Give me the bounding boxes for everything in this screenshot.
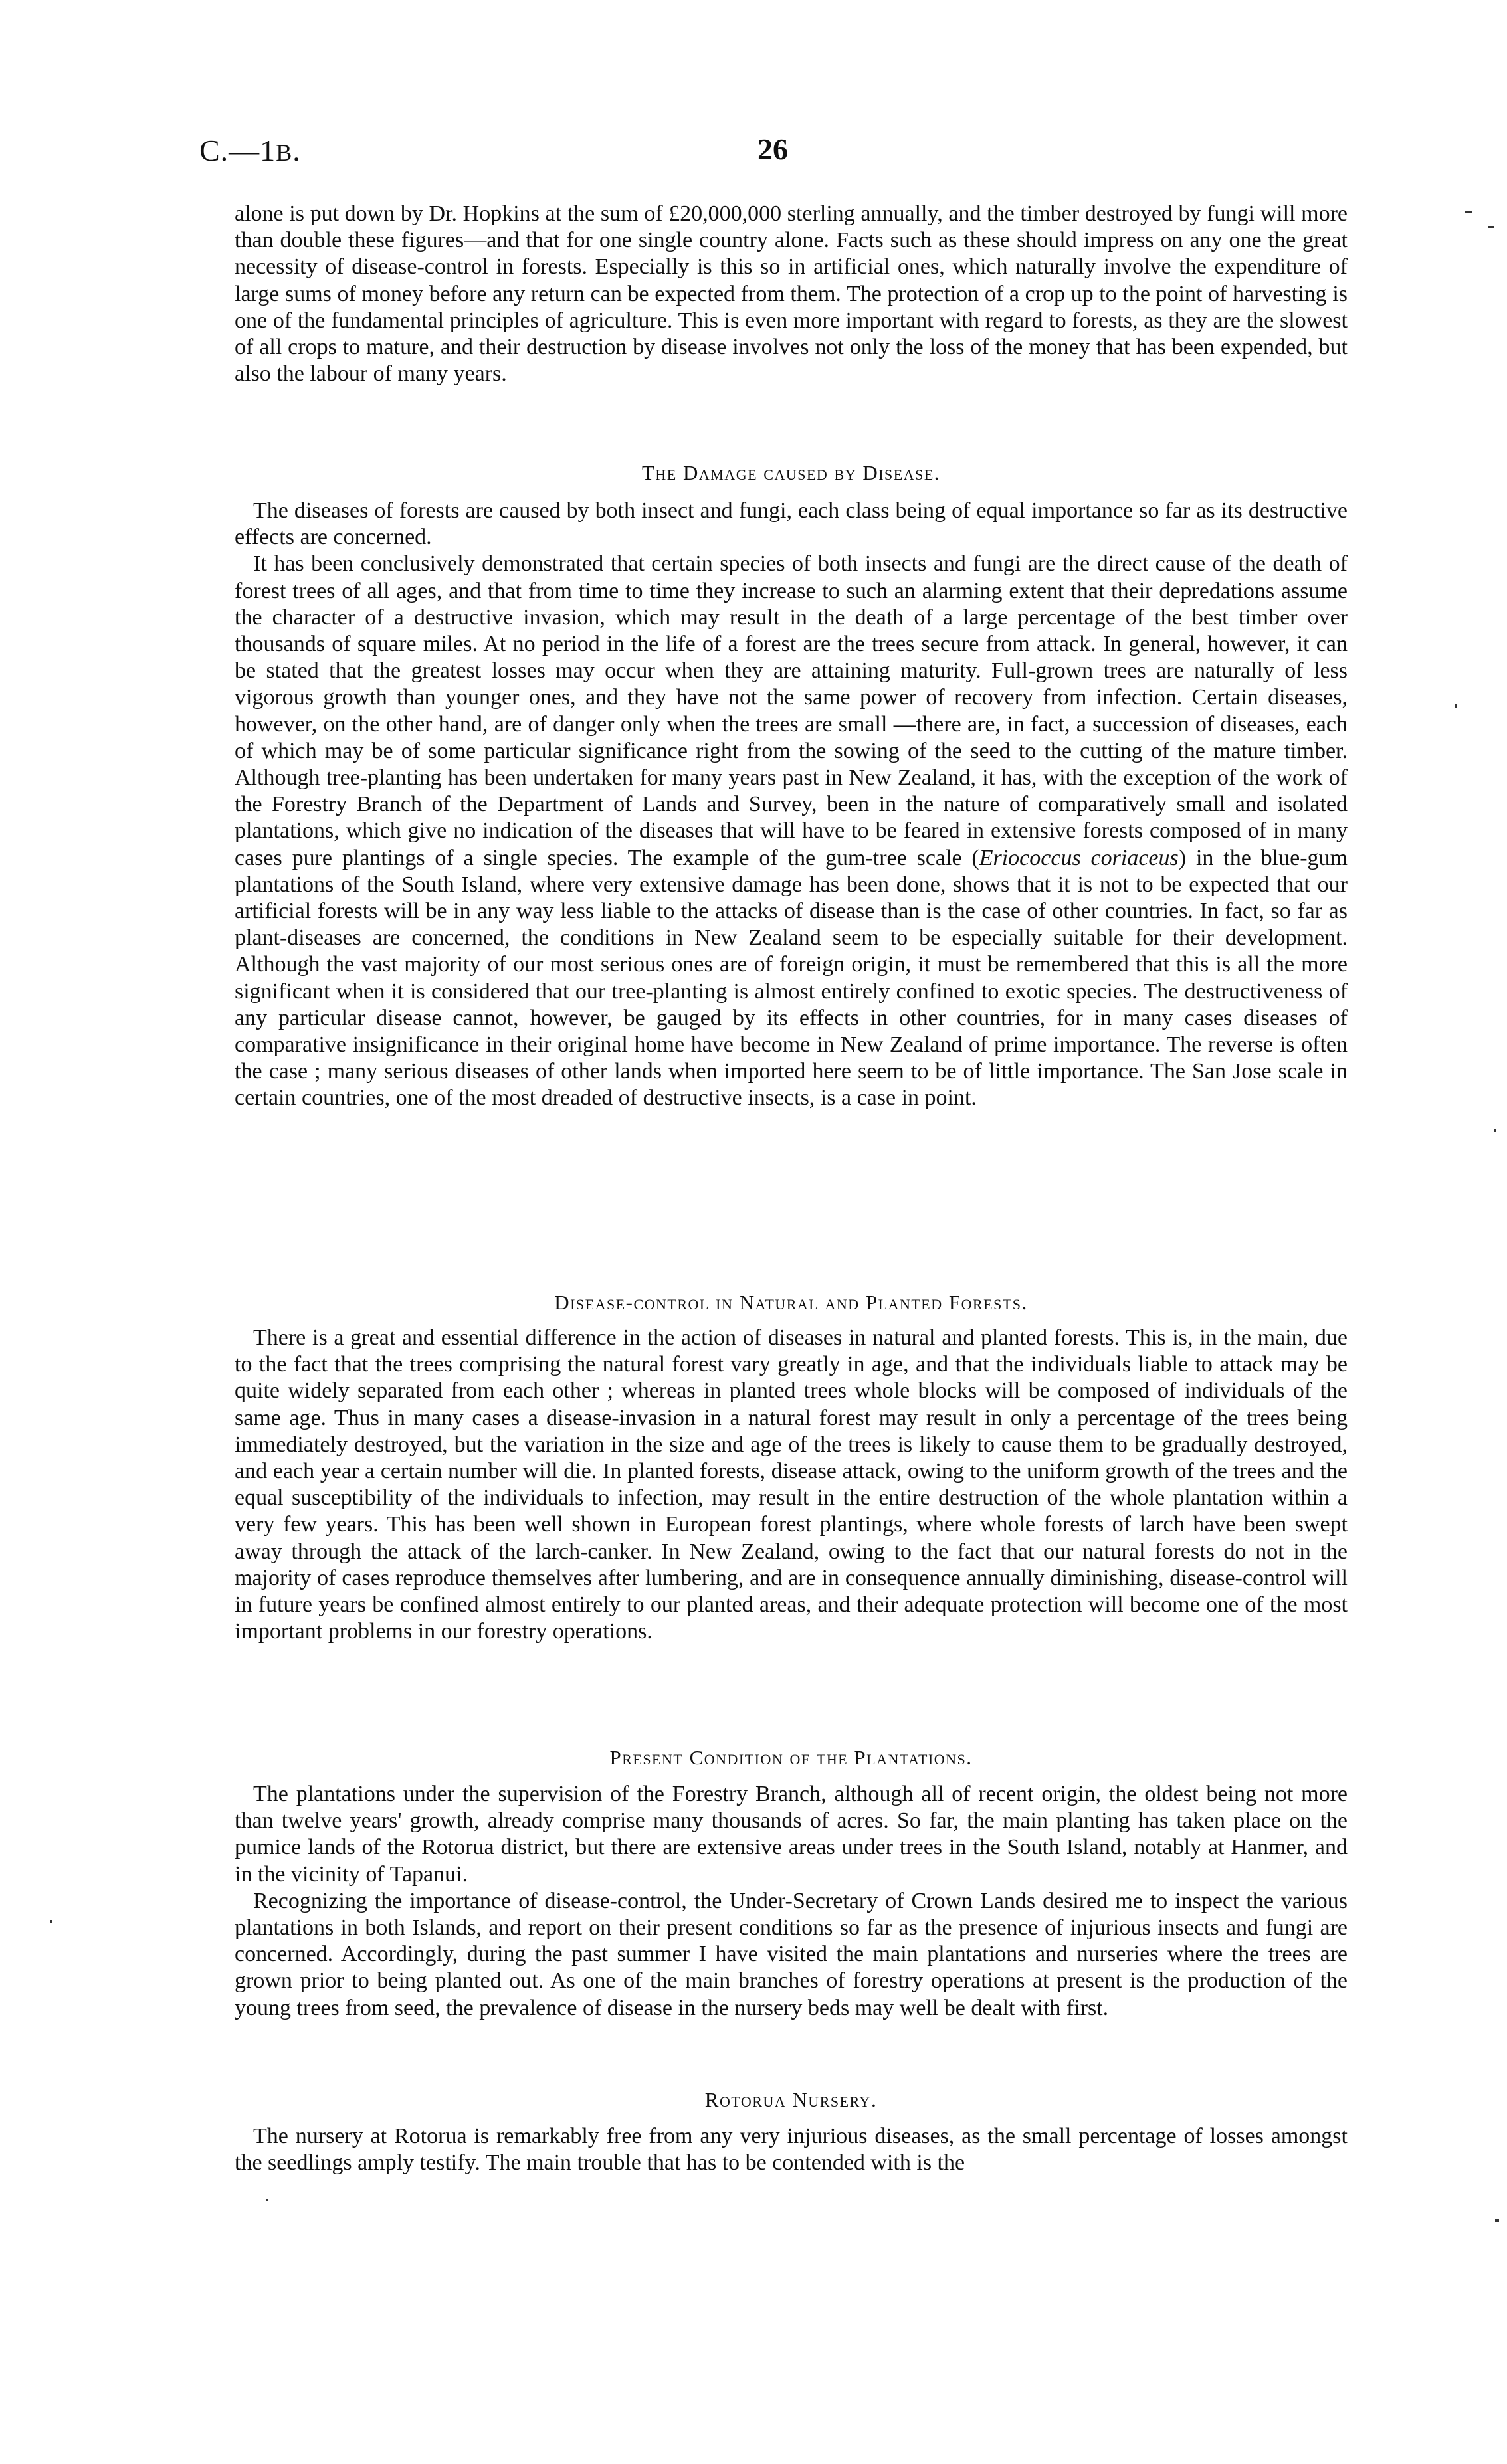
heading-present-condition: Present Condition of the Plantations. (609, 1746, 973, 1769)
scan-speck (1488, 226, 1494, 228)
scan-speck (1494, 1129, 1496, 1132)
report-reference-end: . (292, 134, 301, 167)
control-section (235, 1325, 1348, 1645)
scan-speck (1465, 211, 1472, 213)
heading-damage-caused-by-disease: The Damage caused by Disease. (641, 461, 941, 484)
condition-paragraph-1: The plantations under the supervision of the Forestry Branch, although all of recent origin, the oldest being not more than twelve years' growth, already comprise many thousands of acres. So far, the main planting has taken place on the pumice lands of the Rotorua district, but there are extensive areas under trees in the South Island, notably at Hanmer, and in the vicinity of Tapanui. (235, 1782, 1348, 1887)
rotorua-paragraph-1: The nursery at Rotorua is remarkably free from any very injurious diseases, as the small percentage of losses amongst the seedlings amply testify. The main trouble that has to be contended with is the (235, 2124, 1348, 2176)
condition-section (235, 1781, 1348, 2022)
heading-disease-control: Disease-control in Natural and Planted Forests. (554, 1291, 1028, 1314)
condition-paragraph-2: Recognizing the importance of disease-control, the Under-Secretary of Crown Lands desired me to inspect the various plantations in both Islands, and report on their present conditions so far as the presence of injurious insects and fungi are concerned. Accordingly, during the past summer I have visited the main plantations and nurseries where the trees are grown prior to being planted out. As one of the main branches of forestry operations at present is the production of the young trees from seed, the prevalence of disease in the nursery beds may well be dealt with first. (235, 1888, 1348, 2020)
scan-speck (1495, 2219, 1499, 2222)
intro-paragraph: alone is put down by Dr. Hopkins at the sum of £20,000,000 sterling annually, and the timber destroyed by fungi will more than double these figures—and that for one single country alone. Facts such as these should impress on any one the great necessity of disease-control in forests. Especially is this so in artificial ones, which naturally involve the expenditure of large sums of money before any return can be expected from them. The protection of a crop up to the point of harvesting is one of the fundamental principles of agriculture. This is even more important with regard to forests, as they are the slowest of all crops to mature, and their destruction by disease involves not only the loss of the money that has been expended, but also the labour of many years. (235, 201, 1348, 387)
scan-speck (50, 1920, 52, 1923)
heading-rotorua-nursery: Rotorua Nursery. (704, 2088, 878, 2111)
damage-paragraph-1: The diseases of forests are caused by both insect and fungi, each class being of equal importance so far as its destructive effects are concerned. (235, 498, 1348, 550)
intro-section (235, 201, 1348, 387)
scan-speck (266, 2199, 268, 2201)
damage-section (235, 498, 1348, 1112)
damage-paragraph-2-part-1: It has been conclusively demonstrated that certain species of both insects and fungi are the direct cause of the death of forest trees of all ages, and that from time to time they increase to such an alarming extent that their depredations assume the character of a destructive invasion, which may result in the death of a large percentage of the best timber over thousands of square miles. At no period in the life of a forest are the trees secure from attack. In general, however, it can be stated that the greatest losses may occur when they are attaining maturity. Full-grown trees are naturally of less vigorous growth than younger ones, and they have not the same power of recovery from infection. Certain diseases, however, on the other hand, are of danger only when the trees are small —there are, in fact, a succession of diseases, each of which may be of some particular significance right from the sowing of the seed to the cutting of the mature timber. Although tree-planting has been undertaken for many years past in New Zealand, it has, with the exception of the work of the Forestry Branch of the Department of Lands and Survey, been in the nature of comparatively small and isolated plantations, which give no indication of the diseases that will have to be feared in extensive forests composed of in many cases pure plantings of a single species. The example of the gum-tree scale ( (235, 551, 1348, 870)
damage-paragraph-2 (235, 551, 1348, 1111)
report-reference-suffix: B (276, 140, 293, 166)
scan-speck (1455, 704, 1457, 708)
report-reference (199, 133, 301, 168)
report-reference-prefix: C.—1 (199, 134, 276, 167)
rotorua-section (235, 2123, 1348, 2176)
page-number: 26 (757, 132, 788, 166)
damage-paragraph-2-part-2: ) in the blue-gum plantations of the South Island, where very extensive damage has been done, shows that it is not to be expected that our artificial forests will be in any way less liable to the attacks of disease than is the case of other countries. In fact, so far as plant-diseases are concerned, the conditions in New Zealand seem to be especially suitable for their development. Although the vast majority of our most serious ones are of foreign origin, it must be remembered that this is all the more significant when it is considered that our tree-planting is almost entirely confined to exotic species. The destructiveness of any particular disease cannot, however, be gauged by its effects in other countries, for in many cases diseases of comparative insignificance in their original home have become in New Zealand of prime importance. The reverse is often the case ; many serious diseases of other lands when imported here seem to be of little importance. The San Jose scale in certain countries, one of the most dreaded of destructive insects, is a case in point. (235, 845, 1348, 1111)
species-name-italic: Eriococcus coriaceus (979, 845, 1179, 870)
control-paragraph-1: There is a great and essential difference in the action of diseases in natural and planted forests. This is, in the main, due to the fact that the trees comprising the natural forest vary greatly in age, and that the individuals liable to attack may be quite widely separated from each other ; whereas in planted trees whole blocks will be composed of individuals of the same age. Thus in many cases a disease-invasion in a natural forest may result in only a percentage of the trees being immediately destroyed, but the variation in the size and age of the trees is likely to cause them to be gradually destroyed, and each year a certain number will die. In planted forests, disease attack, owing to the uniform growth of the trees and the equal susceptibility of the individuals to infection, may result in the entire destruction of the whole plantation within a very few years. This has been well shown in European forest plantings, where whole forests of larch have been swept away through the attack of the larch-canker. In New Zealand, owing to the fact that our natural forests do not in the majority of cases reproduce themselves after lumbering, and are in consequence annually diminishing, disease-control will in future years be confined almost entirely to our planted areas, and their adequate protection will become one of the most important problems in our forestry operations. (235, 1325, 1348, 1644)
